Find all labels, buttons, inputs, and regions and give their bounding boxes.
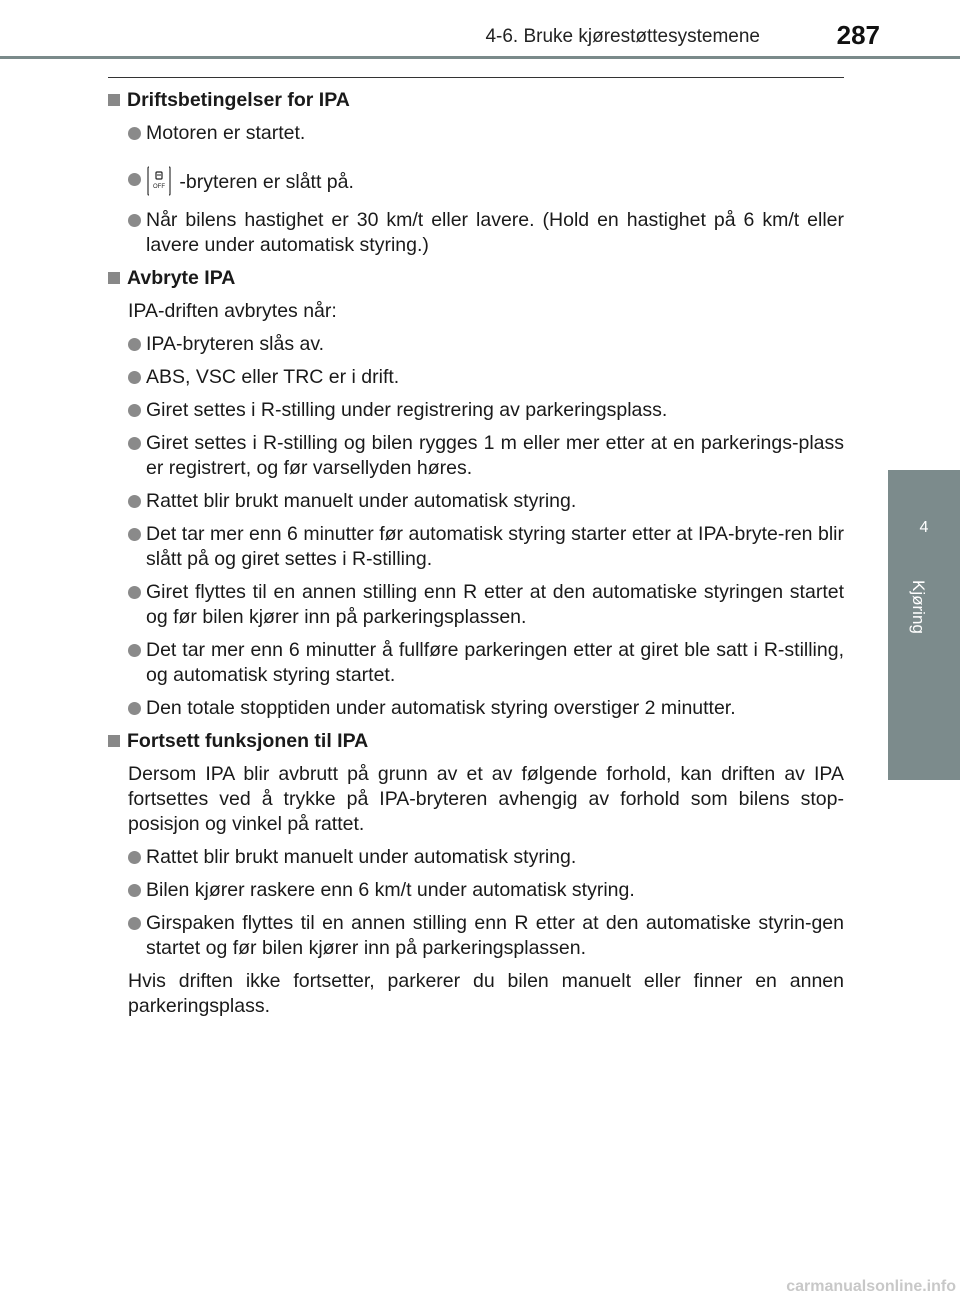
list-item: Giret settes i R-stilling og bilen rygges 1 m eller mer etter at en parkerings-plass er registrert, og før varsellyden høres. [108, 431, 844, 481]
bullet-icon [128, 528, 141, 541]
section-heading: Avbryte IPA [108, 266, 844, 291]
list-item: Det tar mer enn 6 minutter å fullføre parkeringen etter at giret ble satt i R-stilling, og automatisk styring startet. [108, 638, 844, 688]
ipa-switch-icon [146, 166, 172, 196]
list-item: OFF -bryteren er slått på. [108, 154, 844, 200]
list-item: ABS, VSC eller TRC er i drift. [108, 365, 844, 390]
list-item: Giret flyttes til en annen stilling enn R etter at den automatiske styringen startet og før bilen kjører inn på parkeringsplassen. [108, 580, 844, 630]
bullet-icon [128, 371, 141, 384]
running-header: 4-6. Bruke kjørestøttesystemene [485, 26, 760, 47]
svg-text:OFF: OFF [153, 184, 165, 190]
square-bullet-icon [108, 94, 120, 106]
header-rule [0, 56, 960, 59]
bullet-icon [128, 495, 141, 508]
list-item: Girspaken flyttes til en annen stilling enn R etter at den automatiske styrin-gen startet og før bilen kjører inn på parkeringsplassen. [108, 911, 844, 961]
square-bullet-icon [108, 272, 120, 284]
chapter-label: Kjøring [909, 580, 928, 634]
page-number: 287 [836, 20, 880, 50]
bullet-icon [128, 437, 141, 450]
section-intro: Dersom IPA blir avbrutt på grunn av et av følgende forhold, kan driften av IPA fortsettes ved å trykke på IPA-bryteren avhengig av forhold som bilens stop-posisjon og vinkel på rattet. [128, 763, 844, 835]
section-heading: Driftsbetingelser for IPA [108, 88, 844, 113]
list-item: Rattet blir brukt manuelt under automatisk styring. [108, 845, 844, 870]
content-rule [108, 77, 844, 78]
bullet-icon [128, 851, 141, 864]
section-outro: Hvis driften ikke fortsetter, parkerer du bilen manuelt eller finner en annen parkeringsplass. [128, 970, 844, 1017]
bullet-icon [128, 702, 141, 715]
bullet-icon [128, 644, 141, 657]
bullet-icon [128, 586, 141, 599]
bullet-icon [128, 338, 141, 351]
chapter-number: 4 [919, 519, 929, 536]
bullet-icon [128, 884, 141, 897]
list-item: Bilen kjører raskere enn 6 km/t under automatisk styring. [108, 878, 844, 903]
section-heading: Fortsett funksjonen til IPA [108, 729, 844, 754]
list-item: Når bilens hastighet er 30 km/t eller lavere. (Hold en hastighet på 6 km/t eller lavere under automatisk styring.) [108, 208, 844, 258]
list-item: Rattet blir brukt manuelt under automatisk styring. [108, 489, 844, 514]
bullet-icon [128, 173, 141, 186]
section-intro: IPA-driften avbrytes når: [128, 300, 337, 322]
watermark: carmanualsonline.info [786, 1278, 956, 1295]
bullet-icon [128, 214, 141, 227]
list-item: Motoren er startet. [108, 121, 844, 146]
bullet-icon [128, 917, 141, 930]
bullet-icon [128, 404, 141, 417]
page-content [108, 88, 844, 1027]
list-item: IPA-bryteren slås av. [108, 332, 844, 357]
bullet-icon [128, 127, 141, 140]
list-item: Giret settes i R-stilling under registrering av parkeringsplass. [108, 398, 844, 423]
list-item: Den totale stopptiden under automatisk styring overstiger 2 minutter. [108, 696, 844, 721]
list-item: Det tar mer enn 6 minutter før automatisk styring starter etter at IPA-bryte-ren blir slått på og giret settes i R-stilling. [108, 522, 844, 572]
square-bullet-icon [108, 735, 120, 747]
